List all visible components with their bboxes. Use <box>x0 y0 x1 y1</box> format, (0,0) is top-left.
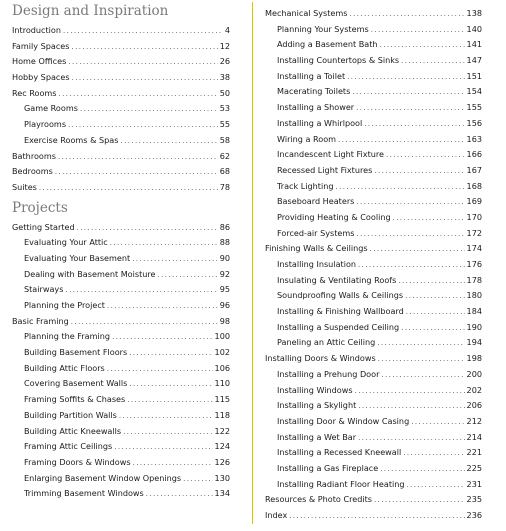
toc-entry-title: Building Attic Kneewalls <box>24 425 122 436</box>
dot-leader <box>411 415 464 431</box>
toc-entry-page-number: 126 <box>214 456 230 467</box>
toc-entry-title: Installing a Prehung Door <box>277 368 380 379</box>
dot-leader <box>377 336 464 352</box>
toc-entry[interactable] <box>12 235 230 251</box>
toc-entry-title: Installing a Gas Fireplace <box>277 462 379 473</box>
toc-entry-title: Evaluating Your Basement <box>24 252 131 263</box>
dot-leader <box>114 440 212 456</box>
dot-leader <box>123 425 212 441</box>
toc-entry-title: Framing Soffits & Chases <box>24 394 126 405</box>
toc-entry-title: Insulating & Ventilating Roofs <box>277 274 397 285</box>
toc-entry-page-number: 168 <box>466 180 482 191</box>
dot-leader <box>407 478 465 494</box>
dot-leader <box>107 299 218 315</box>
toc-entry[interactable] <box>265 69 482 85</box>
toc-entry-page-number: 78 <box>219 181 230 192</box>
dot-leader <box>380 38 465 54</box>
toc-entry[interactable] <box>12 220 230 236</box>
dot-leader <box>364 117 464 133</box>
toc-entry[interactable] <box>265 179 482 195</box>
dot-leader <box>406 305 465 321</box>
toc-entry-title: Bathrooms <box>12 150 56 161</box>
toc-entry[interactable] <box>12 424 230 440</box>
toc-entry[interactable] <box>12 101 230 117</box>
toc-entry-page-number: 122 <box>214 425 230 436</box>
toc-entry-page-number: 194 <box>466 337 482 348</box>
toc-entry-title: Introduction <box>12 25 62 35</box>
toc-entry[interactable] <box>265 241 482 257</box>
toc-entry-title: Suites <box>12 181 37 192</box>
toc-entry-title: Wiring a Room <box>277 133 337 144</box>
toc-entry[interactable] <box>265 84 482 100</box>
dot-leader <box>405 289 464 305</box>
toc-entry-page-number: 12 <box>219 40 230 51</box>
toc-entry-title: Installing a Recessed Kneewall <box>277 447 402 458</box>
toc-entry-page-number: 106 <box>214 362 230 373</box>
toc-entry-title: Installing a Whirlpool <box>277 117 363 128</box>
toc-entry-title: Enlarging Basement Window Openings <box>24 472 182 483</box>
toc-entry-title: Covering Basement Walls <box>24 378 128 389</box>
toc-entry-title: Planning Your Systems <box>277 23 369 34</box>
toc-entry-title: Track Lighting <box>277 180 334 191</box>
toc-entry[interactable] <box>265 477 482 493</box>
toc-entry-title: Baseboard Heaters <box>277 196 355 207</box>
dot-leader <box>378 352 465 368</box>
toc-entry[interactable] <box>12 314 230 330</box>
dot-leader <box>380 462 464 478</box>
toc-entry-page-number: 156 <box>466 117 482 128</box>
toc-entry-title: Dealing with Basement Moisture <box>24 268 156 279</box>
toc-entry-page-number: 140 <box>466 23 482 34</box>
toc-entry[interactable] <box>12 408 230 424</box>
dot-leader <box>72 71 218 87</box>
toc-entry-page-number: 221 <box>466 447 482 458</box>
dot-leader <box>398 274 464 290</box>
toc-entry-page-number: 138 <box>466 8 482 18</box>
toc-entry[interactable] <box>12 439 230 455</box>
toc-entry-page-number: 190 <box>466 321 482 332</box>
toc-entry[interactable] <box>12 180 230 196</box>
dot-leader <box>129 346 212 362</box>
toc-entry-page-number: 225 <box>466 462 482 473</box>
toc-entry-page-number: 172 <box>466 227 482 238</box>
toc-entry-title: Playrooms <box>24 119 67 130</box>
toc-entry[interactable] <box>265 226 482 242</box>
toc-entry[interactable] <box>12 149 230 165</box>
toc-entry[interactable] <box>12 251 230 267</box>
toc-entry-page-number: 176 <box>466 259 482 269</box>
dot-leader <box>158 268 218 284</box>
toc-entry-page-number: 58 <box>219 134 230 145</box>
toc-entry[interactable] <box>12 345 230 361</box>
toc-entry-page-number: 212 <box>466 415 482 426</box>
dot-leader <box>370 242 465 258</box>
toc-entry[interactable] <box>265 383 482 399</box>
toc-entry-page-number: 86 <box>219 221 230 232</box>
toc-entry-page-number: 118 <box>214 409 230 420</box>
toc-entry-title: Installing Countertops & Sinks <box>277 55 400 66</box>
toc-entry[interactable] <box>12 298 230 314</box>
toc-entry-page-number: 38 <box>219 72 230 83</box>
toc-entry-page-number: 124 <box>214 441 230 452</box>
toc-entry-title: Installing a Wet Bar <box>277 431 357 442</box>
dot-leader <box>132 252 217 268</box>
toc-entry-page-number: 178 <box>466 274 482 285</box>
toc-entry-title: Installing a Skylight <box>277 400 357 411</box>
toc-entry-title: Rec Rooms <box>12 87 57 98</box>
dot-leader <box>381 368 464 384</box>
toc-entry[interactable] <box>265 430 482 446</box>
toc-entry-title: Installing a Shower <box>277 102 355 113</box>
toc-entry-page-number: 200 <box>466 368 482 379</box>
toc-entry-title: Building Basement Floors <box>24 347 128 358</box>
toc-entry-page-number: 163 <box>466 133 482 144</box>
dot-leader <box>338 133 464 149</box>
toc-entry[interactable] <box>265 461 482 477</box>
toc-entry-page-number: 110 <box>214 378 230 389</box>
dot-leader <box>119 409 213 425</box>
toc-entry[interactable] <box>265 304 482 320</box>
toc-entry[interactable] <box>265 398 482 414</box>
toc-entry[interactable] <box>12 39 230 55</box>
section-heading-design-and-inspiration: Design and Inspiration <box>12 3 169 19</box>
toc-entry[interactable] <box>265 288 482 304</box>
toc-entry-title: Home Offices <box>12 56 67 67</box>
toc-entry-title: Bedrooms <box>12 166 53 177</box>
toc-entry-page-number: 198 <box>466 353 482 364</box>
toc-entry-page-number: 53 <box>219 103 230 114</box>
dot-leader <box>358 399 464 415</box>
toc-entry-title: Providing Heating & Cooling <box>277 211 391 222</box>
toc-entry-page-number: 206 <box>466 400 482 411</box>
toc-entry[interactable] <box>265 132 482 148</box>
dot-leader <box>71 315 218 331</box>
toc-entry[interactable] <box>12 267 230 283</box>
toc-entry[interactable] <box>265 335 482 351</box>
toc-entry-title: Evaluating Your Attic <box>24 237 108 248</box>
toc-entry-page-number: 174 <box>466 243 482 254</box>
dot-leader <box>401 321 464 337</box>
dot-leader <box>401 54 464 70</box>
toc-entry-page-number: 92 <box>219 268 230 279</box>
toc-entry-page-number: 167 <box>466 164 482 175</box>
dot-leader <box>350 7 465 23</box>
toc-right-column <box>265 0 482 524</box>
toc-entry[interactable] <box>265 351 482 367</box>
toc-entry-page-number: 236 <box>466 510 482 520</box>
dot-leader <box>127 393 212 409</box>
dot-leader <box>112 330 212 346</box>
toc-entry-page-number: 180 <box>466 290 482 301</box>
toc-entry-title: Framing Doors & Windows <box>24 456 131 467</box>
toc-entry-page-number: 62 <box>219 150 230 161</box>
toc-entry-page-number: 88 <box>219 237 230 248</box>
toc-entry[interactable] <box>265 194 482 210</box>
toc-entry-title: Installing Door & Window Casing <box>277 415 410 426</box>
toc-entry-page-number: 169 <box>466 196 482 207</box>
toc-entry-title: Installing Windows <box>277 384 353 395</box>
dot-leader <box>403 446 464 462</box>
toc-entry-title: Installing & Finishing Wallboard <box>277 306 404 317</box>
toc-entry[interactable] <box>12 70 230 86</box>
toc-list-projects <box>12 220 230 502</box>
toc-entry-title: Installing a Toilet <box>277 70 346 81</box>
dot-leader <box>335 180 464 196</box>
toc-entry-page-number: 4 <box>224 25 230 35</box>
toc-entry-title: Forced-air Systems <box>277 227 355 238</box>
dot-leader <box>107 362 213 378</box>
toc-entry[interactable] <box>265 163 482 179</box>
dot-leader <box>146 487 213 503</box>
toc-entry[interactable] <box>12 86 230 102</box>
toc-entry[interactable] <box>12 282 230 298</box>
toc-entry-page-number: 231 <box>466 478 482 489</box>
toc-entry-title: Recessed Light Fixtures <box>277 164 373 175</box>
toc-entry-title: Building Partition Walls <box>24 409 117 420</box>
dot-leader <box>358 431 464 447</box>
toc-entry-title: Mechanical Systems <box>265 8 348 18</box>
toc-entry[interactable] <box>265 100 482 116</box>
toc-entry-title: Resources & Photo Credits <box>265 494 373 505</box>
dot-leader <box>356 227 464 243</box>
toc-entry[interactable] <box>12 117 230 133</box>
toc-entry[interactable] <box>265 273 482 289</box>
toc-entry[interactable] <box>265 22 482 38</box>
dot-leader <box>63 24 223 40</box>
toc-entry-page-number: 155 <box>466 102 482 113</box>
toc-entry-title: Getting Started <box>12 221 75 232</box>
dot-leader <box>80 102 218 118</box>
toc-entry-title: Building Attic Floors <box>24 362 105 373</box>
toc-entry-page-number: 154 <box>466 86 482 97</box>
toc-entry[interactable] <box>265 445 482 461</box>
dot-leader <box>55 165 218 181</box>
toc-entry-title: Planning the Framing <box>24 331 111 342</box>
dot-leader <box>374 493 465 509</box>
toc-entry-title: Planning the Project <box>24 300 105 310</box>
toc-entry-title: Hobby Spaces <box>12 72 70 83</box>
toc-entry-page-number: 55 <box>219 119 230 130</box>
toc-entry[interactable] <box>265 210 482 226</box>
toc-entry[interactable] <box>265 6 482 22</box>
toc-entry[interactable] <box>12 329 230 345</box>
toc-entry[interactable] <box>265 116 482 132</box>
toc-entry[interactable] <box>265 367 482 383</box>
toc-entry[interactable] <box>12 471 230 487</box>
toc-entry-title: Framing Attic Ceilings <box>24 441 113 452</box>
toc-entry-page-number: 102 <box>214 347 230 358</box>
toc-entry-page-number: 184 <box>466 306 482 317</box>
dot-leader <box>59 87 218 103</box>
toc-entry-page-number: 202 <box>466 384 482 395</box>
toc-entry-title: Exercise Rooms & Spas <box>24 134 119 145</box>
toc-entry-page-number: 50 <box>219 87 230 98</box>
dot-leader <box>120 134 217 150</box>
dot-leader <box>393 211 465 227</box>
toc-entry[interactable] <box>265 492 482 508</box>
dot-leader <box>39 181 218 197</box>
toc-left-column <box>12 0 230 502</box>
dot-leader <box>374 164 464 180</box>
toc-entry[interactable] <box>12 486 230 502</box>
toc-entry-title: Soundproofing Walls & Ceilings <box>277 290 404 301</box>
dot-leader <box>72 40 218 56</box>
toc-entry[interactable] <box>265 508 482 524</box>
dot-leader <box>58 150 218 166</box>
toc-entry-page-number: 95 <box>219 284 230 295</box>
toc-entry-title: Installing Radiant Floor Heating <box>277 478 405 489</box>
dot-leader <box>65 283 217 299</box>
dot-leader <box>183 472 212 488</box>
dot-leader <box>133 456 213 472</box>
toc-entry-page-number: 235 <box>466 494 482 505</box>
column-divider <box>252 2 253 524</box>
dot-leader <box>68 55 217 71</box>
toc-entry-title: Stairways <box>24 284 64 295</box>
dot-leader <box>68 118 218 134</box>
dot-leader <box>371 23 465 39</box>
toc-entry-page-number: 115 <box>214 394 230 405</box>
toc-entry-title: Trimming Basement Windows <box>24 488 144 499</box>
toc-entry-title: Macerating Toilets <box>277 86 351 97</box>
toc-entry[interactable] <box>12 133 230 149</box>
dot-leader <box>356 101 464 117</box>
toc-entry[interactable] <box>12 392 230 408</box>
toc-entry-title: Basic Framing <box>12 315 69 326</box>
toc-entry[interactable] <box>12 361 230 377</box>
toc-entry-page-number: 26 <box>219 56 230 67</box>
toc-entry[interactable] <box>265 147 482 163</box>
toc-entry-title: Index <box>265 510 288 520</box>
toc-entry-title: Game Rooms <box>24 103 78 114</box>
toc-list-right <box>265 6 482 524</box>
toc-entry[interactable] <box>265 37 482 53</box>
toc-entry-page-number: 98 <box>219 315 230 326</box>
toc-entry[interactable] <box>12 376 230 392</box>
toc-entry[interactable] <box>265 320 482 336</box>
dot-leader <box>352 85 464 101</box>
toc-entry-title: Family Spaces <box>12 40 70 51</box>
dot-leader <box>77 221 218 237</box>
toc-list-design <box>12 23 230 196</box>
dot-leader <box>110 236 218 252</box>
toc-entry-page-number: 166 <box>466 149 482 160</box>
dot-leader <box>358 258 465 274</box>
toc-entry-title: Installing Doors & Windows <box>265 353 376 364</box>
toc-entry[interactable] <box>265 257 482 273</box>
toc-entry-page-number: 141 <box>466 39 482 50</box>
dot-leader <box>289 509 464 525</box>
toc-entry-page-number: 214 <box>466 431 482 442</box>
toc-entry-page-number: 134 <box>214 488 230 499</box>
toc-entry[interactable] <box>12 54 230 70</box>
toc-entry-page-number: 68 <box>219 166 230 177</box>
toc-entry-page-number: 96 <box>219 300 230 310</box>
toc-entry[interactable] <box>265 414 482 430</box>
dot-leader <box>129 377 212 393</box>
toc-entry[interactable] <box>265 53 482 69</box>
toc-entry-title: Adding a Basement Bath <box>277 39 378 50</box>
toc-entry[interactable] <box>12 455 230 471</box>
toc-entry-title: Installing Insulation <box>277 259 357 269</box>
toc-entry-title: Incandescent Light Fixture <box>277 149 385 160</box>
toc-entry-page-number: 170 <box>466 211 482 222</box>
toc-entry-page-number: 100 <box>214 331 230 342</box>
dot-leader <box>386 148 465 164</box>
toc-entry[interactable] <box>12 164 230 180</box>
dot-leader <box>355 384 465 400</box>
section-heading-projects: Projects <box>12 199 68 216</box>
dot-leader <box>347 70 464 86</box>
toc-entry[interactable] <box>12 23 230 39</box>
toc-entry-title: Finishing Walls & Ceilings <box>265 243 368 254</box>
dot-leader <box>356 195 464 211</box>
toc-entry-page-number: 90 <box>219 252 230 263</box>
toc-entry-page-number: 147 <box>466 55 482 66</box>
toc-entry-page-number: 151 <box>466 70 482 81</box>
toc-entry-page-number: 130 <box>214 472 230 483</box>
toc-entry-title: Paneling an Attic Ceiling <box>277 337 376 348</box>
toc-entry-title: Installing a Suspended Ceiling <box>277 321 400 332</box>
